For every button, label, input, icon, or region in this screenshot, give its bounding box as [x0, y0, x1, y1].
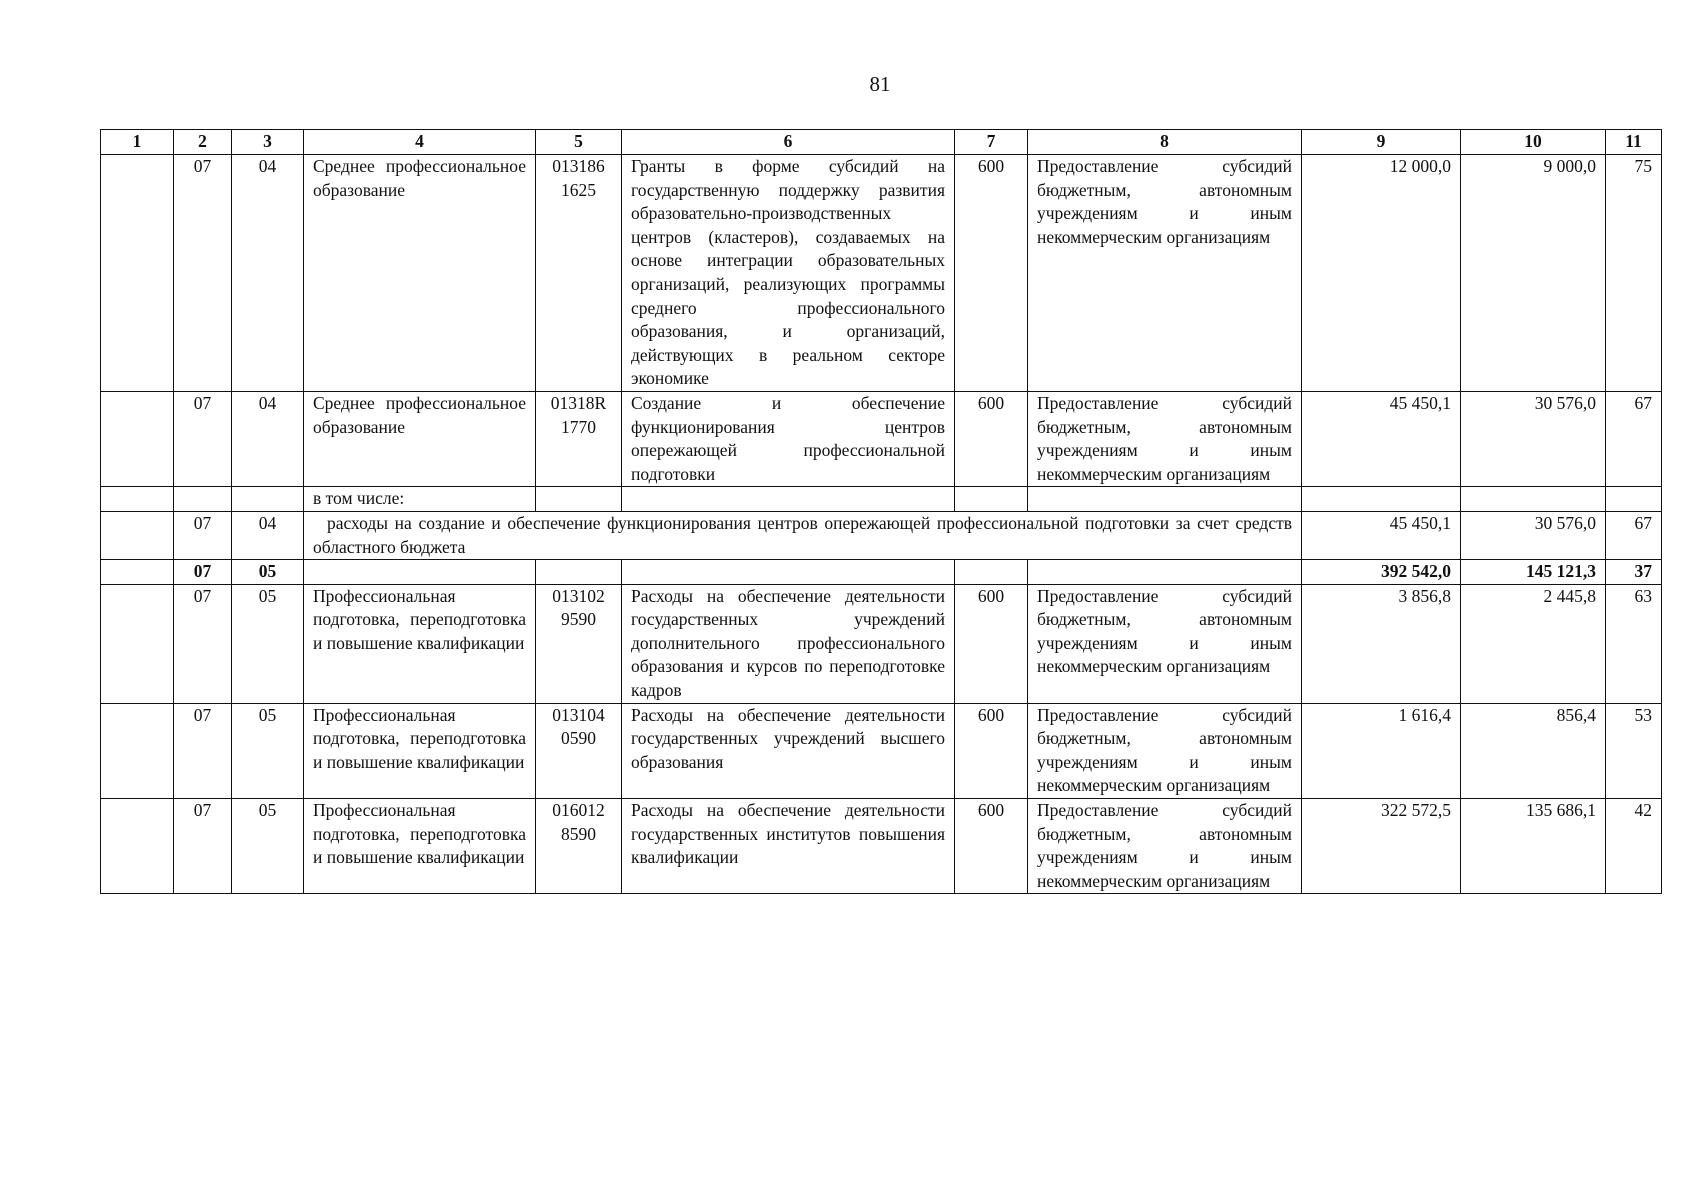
- cell-empty: [622, 487, 955, 512]
- cell-description: Гранты в форме субсидий на государственную поддержку развития образовательно-производственных центров (кластеров), создаваемых на основе интеграции образовательных организаций, реализующих программы среднего профессионального образования, и организаций, действующих в реальном секторе экономике: [622, 155, 955, 392]
- cell-expense-name: Предоставление субсидий бюджетным, автономным учреждениям и иным некоммерческим организациям: [1028, 799, 1302, 894]
- cell-plan: 45 450,1: [1302, 391, 1461, 486]
- table-row: [101, 155, 1662, 392]
- cell-expense-name: Предоставление субсидий бюджетным, автономным учреждениям и иным некоммерческим организациям: [1028, 584, 1302, 703]
- cell-plan: 322 572,5: [1302, 799, 1461, 894]
- cell-plan: 12 000,0: [1302, 155, 1461, 392]
- code-part-2: 8590: [561, 823, 596, 844]
- cell-target-code: [536, 584, 622, 703]
- cell-percent: 67: [1606, 511, 1662, 559]
- col-header: 1: [101, 130, 174, 155]
- cell-empty: [1028, 487, 1302, 512]
- table-row: [101, 703, 1662, 798]
- cell-description: Расходы на обеспечение деятельности государственных институтов повышения квалификации: [622, 799, 955, 894]
- col-header: 2: [174, 130, 232, 155]
- cell-empty: [101, 799, 174, 894]
- cell-empty: [101, 155, 174, 392]
- cell-actual: 135 686,1: [1461, 799, 1606, 894]
- code-part-1: 013186: [552, 156, 605, 176]
- col-header: 5: [536, 130, 622, 155]
- cell-actual: 9 000,0: [1461, 155, 1606, 392]
- budget-table: [100, 129, 1662, 894]
- cell-plan: 392 542,0: [1302, 560, 1461, 585]
- cell-empty: [174, 487, 232, 512]
- cell-name: Среднее профессиональное образование: [304, 155, 536, 392]
- cell-empty: [101, 703, 174, 798]
- cell-actual: 2 445,8: [1461, 584, 1606, 703]
- cell-empty: [101, 391, 174, 486]
- col-header: 7: [955, 130, 1028, 155]
- cell-section: 07: [174, 584, 232, 703]
- cell-percent: 42: [1606, 799, 1662, 894]
- cell-subsection: 05: [232, 560, 304, 585]
- cell-subsection: 05: [232, 703, 304, 798]
- cell-expense-type: 600: [955, 155, 1028, 392]
- cell-empty: [304, 560, 536, 585]
- including-label: в том числе:: [304, 487, 536, 512]
- table-header-row: [101, 130, 1662, 155]
- including-row: [101, 487, 1662, 512]
- cell-expense-name: Предоставление субсидий бюджетным, автономным учреждениям и иным некоммерческим организациям: [1028, 391, 1302, 486]
- cell-percent: 67: [1606, 391, 1662, 486]
- cell-name: Профессиональная подготовка, переподготовка и повышение квалификации: [304, 799, 536, 894]
- subtotal-row: [101, 560, 1662, 585]
- code-part-1: 013102: [552, 585, 605, 606]
- cell-plan: 45 450,1: [1302, 511, 1461, 559]
- cell-section: 07: [174, 560, 232, 585]
- col-header: 10: [1461, 130, 1606, 155]
- sub-row-text-content: расходы на создание и обеспечение функционирования центров опережающей профессиональной подготовки за счет средств областного бюджета: [313, 512, 1292, 557]
- sub-row-text: [304, 511, 1302, 559]
- col-header: 11: [1606, 130, 1662, 155]
- cell-percent: 37: [1606, 560, 1662, 585]
- cell-empty: [1028, 560, 1302, 585]
- cell-empty: [1461, 487, 1606, 512]
- table-row: [101, 391, 1662, 486]
- col-header: 9: [1302, 130, 1461, 155]
- cell-expense-type: 600: [955, 799, 1028, 894]
- cell-section: 07: [174, 511, 232, 559]
- code-part-2: 1770: [561, 416, 596, 437]
- code-part-2: 0590: [561, 728, 596, 749]
- cell-percent: 63: [1606, 584, 1662, 703]
- cell-plan: 3 856,8: [1302, 584, 1461, 703]
- cell-empty: [536, 560, 622, 585]
- cell-target-code: [536, 799, 622, 894]
- cell-empty: [955, 560, 1028, 585]
- cell-name: Профессиональная подготовка, переподготовка и повышение квалификации: [304, 584, 536, 703]
- cell-description: Создание и обеспечение функционирования центров опережающей профессиональной подготовки: [622, 391, 955, 486]
- code-part-1: 016012: [552, 800, 605, 821]
- cell-section: 07: [174, 703, 232, 798]
- cell-actual: 30 576,0: [1461, 391, 1606, 486]
- cell-subsection: 05: [232, 584, 304, 703]
- cell-name: Среднее профессиональное образование: [304, 391, 536, 486]
- cell-empty: [101, 487, 174, 512]
- cell-actual: 856,4: [1461, 703, 1606, 798]
- cell-empty: [232, 487, 304, 512]
- table-row: [101, 584, 1662, 703]
- cell-expense-type: 600: [955, 391, 1028, 486]
- cell-expense-name: Предоставление субсидий бюджетным, автономным учреждениям и иным некоммерческим организациям: [1028, 155, 1302, 392]
- cell-empty: [955, 487, 1028, 512]
- cell-empty: [622, 560, 955, 585]
- table-row: [101, 799, 1662, 894]
- col-header: 4: [304, 130, 536, 155]
- cell-empty: [1302, 487, 1461, 512]
- cell-empty: [536, 487, 622, 512]
- cell-actual: 145 121,3: [1461, 560, 1606, 585]
- cell-actual: 30 576,0: [1461, 511, 1606, 559]
- cell-target-code: [536, 391, 622, 486]
- col-header: 3: [232, 130, 304, 155]
- cell-percent: 75: [1606, 155, 1662, 392]
- sub-row: [101, 511, 1662, 559]
- code-part-2: 1625: [561, 179, 596, 200]
- cell-target-code: [536, 155, 622, 392]
- cell-target-code: [536, 703, 622, 798]
- cell-expense-type: 600: [955, 584, 1028, 703]
- cell-empty: [101, 511, 174, 559]
- page-number: 81: [869, 72, 891, 96]
- cell-subsection: 04: [232, 391, 304, 486]
- cell-empty: [101, 560, 174, 585]
- cell-plan: 1 616,4: [1302, 703, 1461, 798]
- cell-expense-type: 600: [955, 703, 1028, 798]
- cell-expense-name: Предоставление субсидий бюджетным, автономным учреждениям и иным некоммерческим организациям: [1028, 703, 1302, 798]
- cell-subsection: 04: [232, 511, 304, 559]
- cell-subsection: 04: [232, 155, 304, 392]
- cell-section: 07: [174, 391, 232, 486]
- cell-description: Расходы на обеспечение деятельности государственных учреждений дополнительного профессионального образования и курсов по переподготовке кадров: [622, 584, 955, 703]
- code-part-2: 9590: [561, 609, 596, 630]
- cell-subsection: 05: [232, 799, 304, 894]
- col-header: 8: [1028, 130, 1302, 155]
- cell-empty: [1606, 487, 1662, 512]
- col-header: 6: [622, 130, 955, 155]
- cell-empty: [101, 584, 174, 703]
- cell-description: Расходы на обеспечение деятельности государственных учреждений высшего образования: [622, 703, 955, 798]
- code-part-1: 01318R: [550, 392, 607, 413]
- cell-section: 07: [174, 799, 232, 894]
- cell-percent: 53: [1606, 703, 1662, 798]
- cell-name: Профессиональная подготовка, переподготовка и повышение квалификации: [304, 703, 536, 798]
- code-part-1: 013104: [552, 704, 605, 725]
- cell-section: 07: [174, 155, 232, 392]
